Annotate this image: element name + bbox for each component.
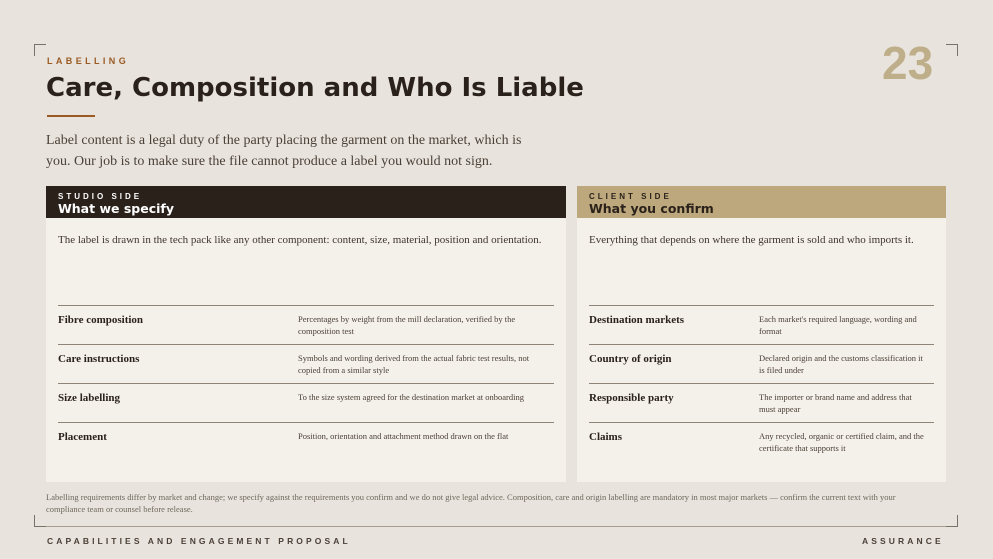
studio-panel-kicker: STUDIO SIDE xyxy=(58,192,143,201)
client-confirm-row xyxy=(589,306,934,345)
confirm-label: Responsible party xyxy=(589,392,674,404)
frame-corner-bottom-right xyxy=(946,515,958,527)
confirm-value: Declared origin and the customs classification it is filed under xyxy=(759,353,923,375)
confirm-label: Country of origin xyxy=(589,353,672,365)
studio-spec-row xyxy=(58,306,554,345)
studio-panel-header xyxy=(46,186,566,218)
confirm-value: Any recycled, organic or certified claim, and the certificate that supports it xyxy=(759,431,924,453)
studio-spec-row xyxy=(58,345,554,384)
frame-corner-bottom-left xyxy=(34,515,46,527)
client-panel-body xyxy=(577,218,946,462)
section-eyebrow: LABELLING xyxy=(47,56,130,66)
studio-panel-body xyxy=(46,218,566,462)
confirm-value: The importer or brand name and address that must appear xyxy=(759,392,912,414)
spec-label: Placement xyxy=(58,431,107,443)
footer-divider xyxy=(46,526,946,527)
frame-corner-top-left xyxy=(34,44,46,56)
page-number: 23 xyxy=(882,37,934,89)
frame-corner-top-right xyxy=(946,44,958,56)
spec-label: Care instructions xyxy=(58,353,140,365)
spec-value: Percentages by weight from the mill declaration, verified by the composition test xyxy=(298,314,516,336)
title-accent-rule xyxy=(47,115,95,117)
client-side-panel xyxy=(577,186,946,482)
client-panel-header xyxy=(577,186,946,218)
client-confirm-row xyxy=(589,423,934,462)
studio-panel-heading: What we specify xyxy=(58,201,174,216)
confirm-label: Destination markets xyxy=(589,314,685,326)
client-confirm-row xyxy=(589,345,934,384)
spec-label: Fibre composition xyxy=(58,314,144,326)
spec-value: Symbols and wording derived from the actual fabric test results, not copied from a similar style xyxy=(298,353,530,375)
client-panel-heading: What you confirm xyxy=(589,201,714,216)
client-confirm-row xyxy=(589,384,934,423)
intro-paragraph: Label content is a legal duty of the party placing the garment on the market, which is you. Our job is to make sure the file cannot produce a label you would not sign. xyxy=(46,133,522,169)
studio-spec-list xyxy=(58,305,554,462)
page-title: Care, Composition and Who Is Liable xyxy=(46,73,584,103)
client-confirm-list xyxy=(589,305,934,462)
studio-spec-row xyxy=(58,384,554,423)
studio-side-panel xyxy=(46,186,566,482)
spec-value: Position, orientation and attachment method drawn on the flat xyxy=(298,431,509,441)
footer-document-title: CAPABILITIES AND ENGAGEMENT PROPOSAL xyxy=(47,536,351,546)
spec-label: Size labelling xyxy=(58,392,121,404)
confirm-label: Claims xyxy=(589,431,622,443)
client-panel-description: Everything that depends on where the garment is sold and who imports it. xyxy=(589,234,914,246)
legal-footnote: Labelling requirements differ by market and change; we specify against the requirements you confirm and we do not give legal advice. Composition, care and origin labelling are mandatory in most major markets — confirm the current text with your compliance team or counsel before release. xyxy=(46,492,896,514)
studio-spec-row xyxy=(58,423,554,462)
client-panel-kicker: CLIENT SIDE xyxy=(589,192,672,201)
spec-value: To the size system agreed for the destination market at onboarding xyxy=(298,392,525,402)
confirm-value: Each market's required language, wording and format xyxy=(759,314,917,336)
footer-section-name: ASSURANCE xyxy=(862,536,944,546)
studio-panel-description: The label is drawn in the tech pack like any other component: content, size, material, position and orientation. xyxy=(58,234,542,246)
